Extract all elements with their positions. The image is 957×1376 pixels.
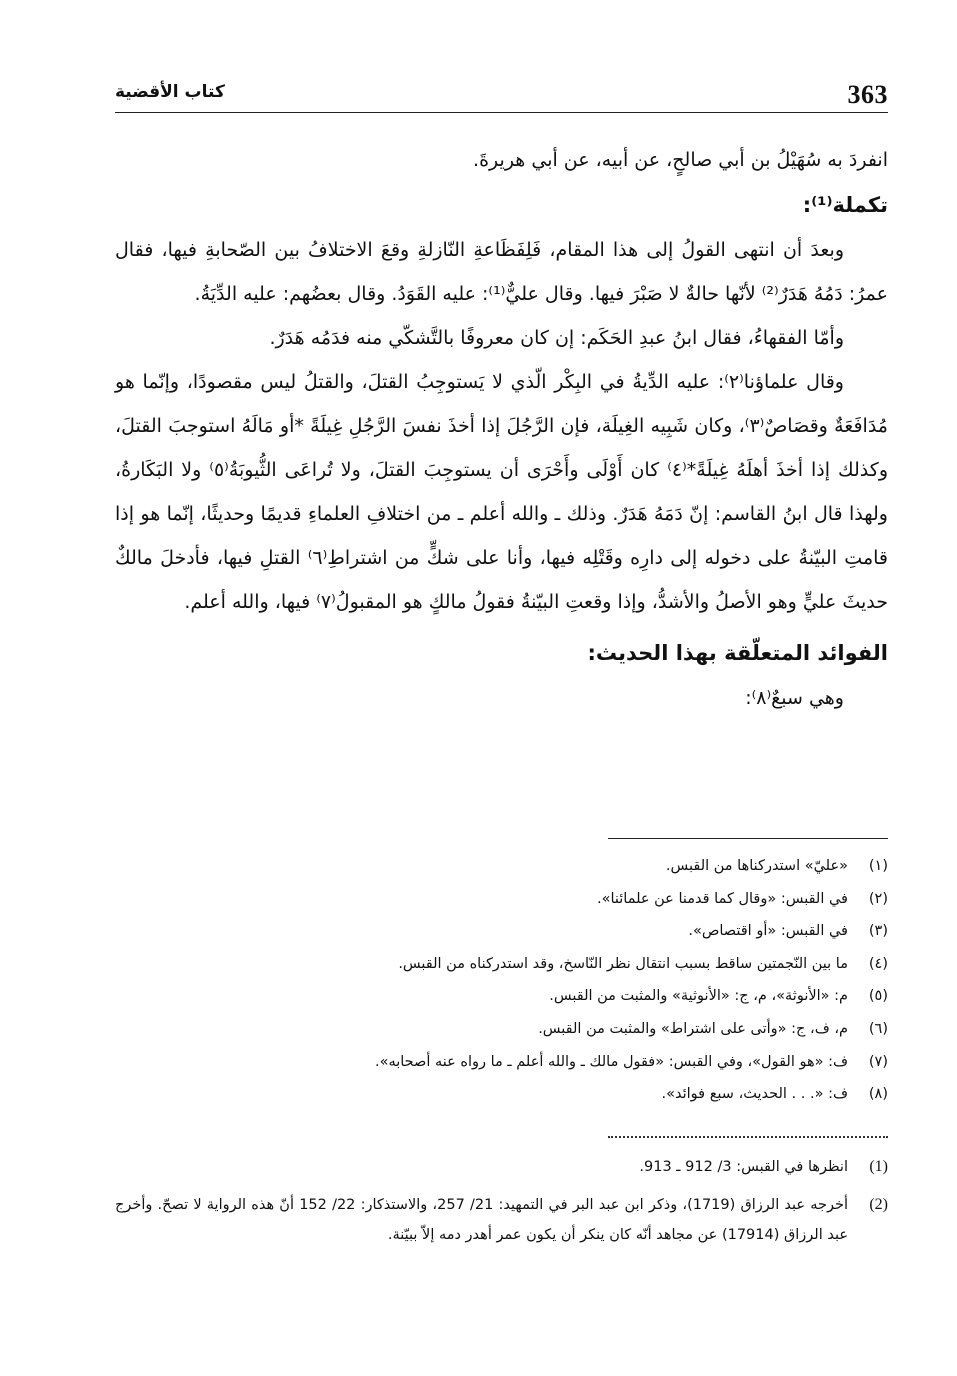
footnote-text: م: «الأنوثة»، م، ج: «الأنوثية» والمثبت من القبس. xyxy=(549,988,848,1005)
footnote-item xyxy=(115,1078,888,1111)
footnote-item xyxy=(115,980,888,1013)
paragraph-scholars: وقال علماؤنا⁽٢⁾: عليه الدِّيةُ في البِكْر الّذي لا يَستوجِبُ القتلَ، والقتلُ ليس مقصودًا، وإنّما هو مُدَافَعَةٌ وقصَاصٌ⁽٣⁾، وكان شَبِيه الغِيلَة، فإن الرَّجُلَ إذا أخذَ نفسَ الرَّجُلِ غِيلَةً *أو مَالَهُ استوجبَ القتلَ، وكذلك إذا أخذَ أهلَهُ غِيلَةً*⁽٤⁾ كان أَوْلَى وأَحْرَى أن يستوجِبَ القتلَ، ولا تُراعَى الثُّيوبَةُ⁽٥⁾ ولا البَكَارةُ، ولهذا قال ابنُ القاسم: إنّ دَمَهُ هَدَرٌ. وذلك ـ والله أعلم ـ من اختلافِ العلماءِ قديمًا وحديثًا، إنّما هو إذا قامتِ البيّنةُ على دخوله إلى دارِه وقَتْلِه فيها، وأنا على شكٍّ من اشتراطِ⁽٦⁾ القتلِ فيها، فأدخلَ مالكٌ حديثَ عليٍّ وهو الأصلُ والأشدُّ، وإذا وقعتِ البيّنةُ فقولُ مالكٍ هو المقبولُ⁽٧⁾ فيها، والله أعلم. xyxy=(115,371,888,613)
footnote-number: (١) xyxy=(868,858,888,874)
fawaid-heading: الفوائد المتعلّقة بهذا الحديث: xyxy=(587,641,888,665)
page-header xyxy=(115,72,888,113)
paragraph-jurists: وأمّا الفقهاءُ، فقال ابنُ عبدِ الحَكَم: إن كان معروفًا بالتَّشكّي منه فدَمُه هَدَرٌ. xyxy=(269,327,844,349)
footnote-text: في القبس: «وقال كما قدمنا عن علمائنا». xyxy=(596,890,848,907)
footnote-text: م، ف، ج: «وأتى على اشتراط» والمثبت من القبس. xyxy=(538,1020,848,1037)
footnote-item xyxy=(115,1013,888,1046)
footnote-item xyxy=(115,883,888,916)
editor-note-text: انظرها في القبس: 3/ 912 ـ 913. xyxy=(639,1159,848,1175)
footnote-number: (٧) xyxy=(868,1053,888,1070)
footnote-item xyxy=(115,850,888,883)
editor-note-item xyxy=(115,1190,888,1250)
footnote-separator xyxy=(608,838,888,839)
editor-note-number: (1) xyxy=(869,1158,888,1175)
footnote-item xyxy=(115,915,888,948)
main-text xyxy=(115,138,888,720)
footnote-text: ف: «. . . الحديث، سبع فوائد». xyxy=(661,1086,848,1103)
footnote-text: «عليّ» استدركناها من القبس. xyxy=(665,858,848,874)
footnote-number: (٨) xyxy=(868,1086,888,1103)
footnote-item xyxy=(115,1046,888,1079)
page-number: 363 xyxy=(847,80,888,109)
intro-line: انفردَ به سُهَيْلُ بن أبي صالحٍ، عن أبيه، عن أبي هريرةَ. xyxy=(473,149,888,171)
footnote-text: ف: «هو القول»، وفي القبس: «فقول مالك ـ والله أعلم ـ ما رواه عنه أصحابه». xyxy=(374,1053,848,1070)
footnote-number: (٤) xyxy=(868,955,888,972)
footnote-text: في القبس: «أو اقتصاص». xyxy=(688,923,848,940)
paragraph-companions: وبعدَ أن انتهى القولُ إلى هذا المقام، فَلِفَظَاعةِ النّازلةِ وقعَ الاختلافُ بين الصّحابةِ فيها، فقال عمرُ: دَمُهُ هَدَرٌ⁽²⁾ لأنّها حالةٌ لا صَبْرَ فيها. وقال عليٌّ⁽¹⁾: عليه القَوَدُ. وقال بعضُهم: عليه الدِّيَةُ. xyxy=(115,239,888,305)
editor-notes-separator xyxy=(608,1136,888,1138)
manuscript-footnotes xyxy=(115,850,888,1111)
footnote-text: ما بين النّجمتين ساقط بسبب انتقال نظر النّاسخ، وقد استدركناه من القبس. xyxy=(398,955,848,972)
footnote-number: (٣) xyxy=(868,923,888,940)
footnote-number: (٥) xyxy=(868,988,888,1005)
footnote-number: (٢) xyxy=(868,890,888,907)
editor-note-item xyxy=(115,1152,888,1182)
running-title: كتاب الأقضية xyxy=(115,82,225,102)
editor-note-number: (2) xyxy=(869,1196,888,1213)
fawaid-count-line: وهي سبعٌ⁽٨⁾: xyxy=(745,687,844,709)
editor-notes xyxy=(115,1152,888,1258)
footnote-item xyxy=(115,948,888,981)
editor-note-text: أخرجه عبد الرزاق (1719)، وذكر ابن عبد البر في التمهيد: 21/ 257، والاستذكار: 22/ 152 أنّ هذه الرواية لا تصحّ. وأخرج عبد الرزاق (17914) عن مجاهد أنّه كان ينكر أن يكون عمر أهدر دمه إلاّ ببيّنة. xyxy=(115,1197,848,1243)
takmila-heading: تكملة⁽¹⁾: xyxy=(802,193,888,217)
footnote-number: (٦) xyxy=(868,1020,888,1037)
